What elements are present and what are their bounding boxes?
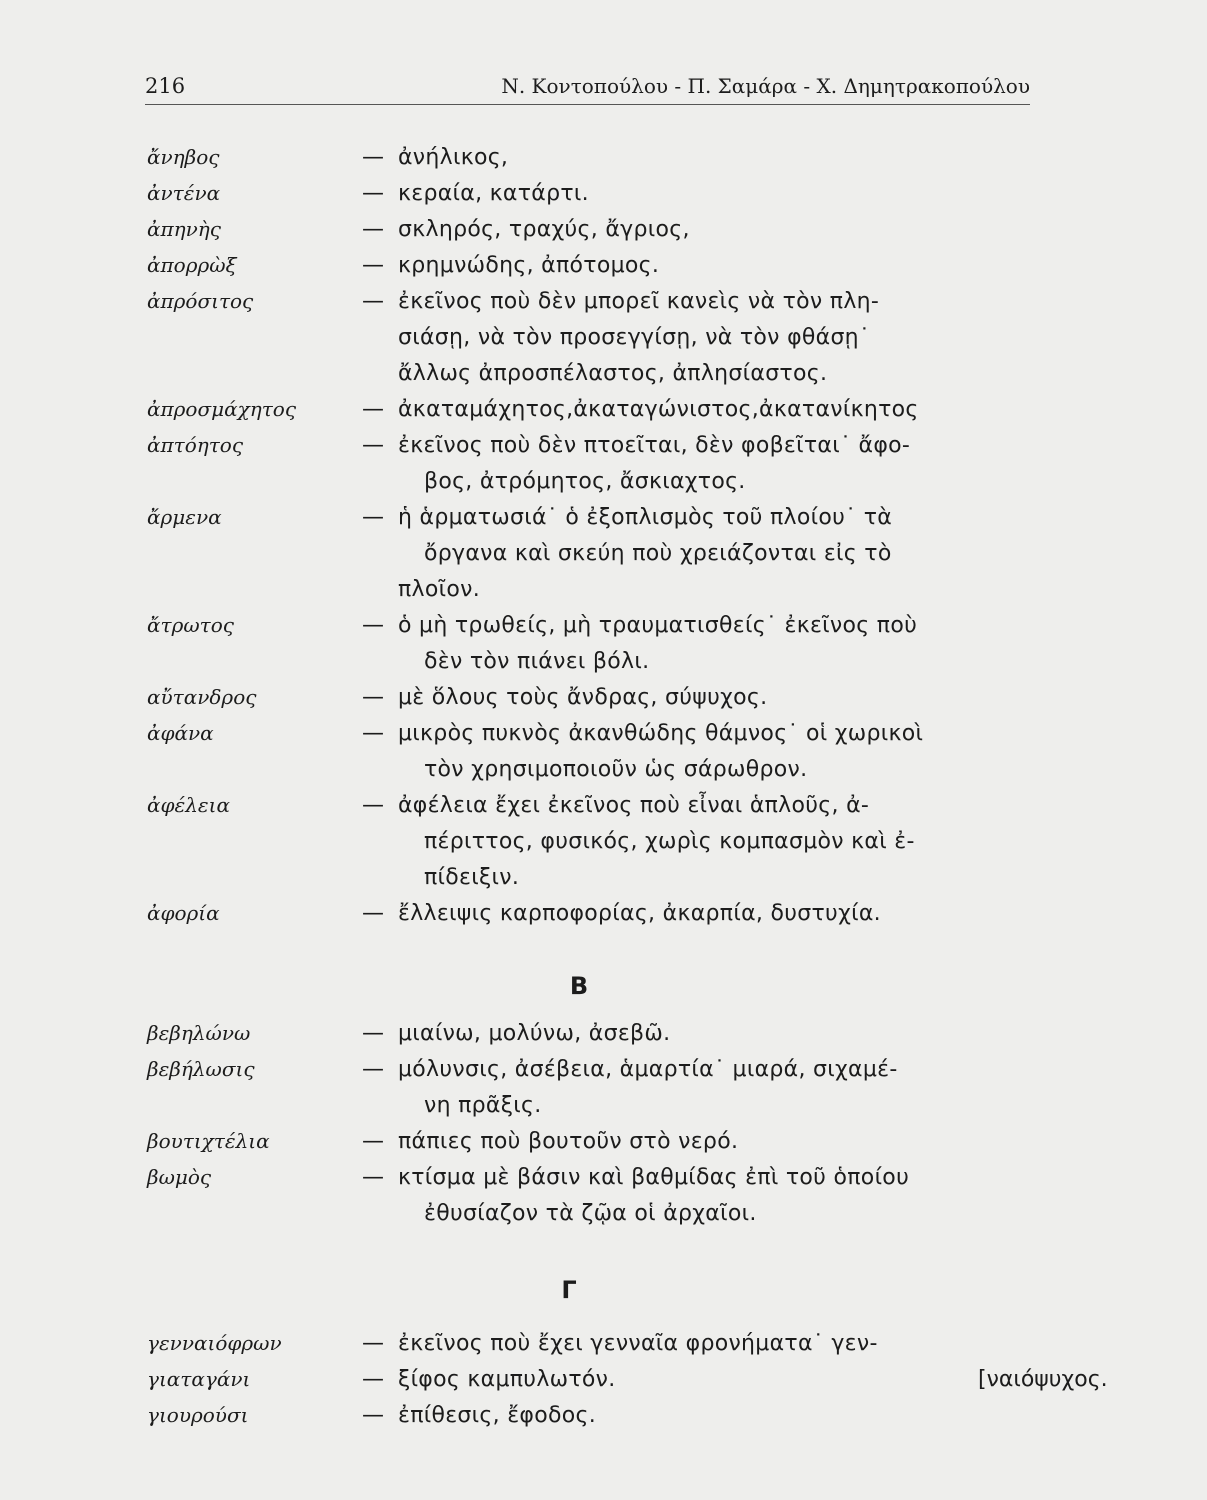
entry-dash: —: [362, 433, 384, 458]
entry-definition-line: ἄλλως ἀπροσπέλαστος, ἀπλησίαστος.: [398, 361, 828, 386]
page-header: [145, 72, 1030, 105]
entry-dash: —: [362, 1021, 384, 1046]
entry-headword: βουτιχτέλια: [147, 1129, 270, 1153]
entry-headword: γιουρούσι: [147, 1403, 249, 1427]
entry-dash: —: [362, 505, 384, 530]
entry-definition-line: ἐκεῖνος ποὺ ἔχει γενναῖα φρονήματα˙ γεν-: [398, 1331, 878, 1356]
wrapped-continuation: [ναιόψυχος.: [978, 1367, 1108, 1392]
running-title: Ν. Κοντοπούλου - Π. Σαμάρα - Χ. Δημητρακοπούλου: [501, 74, 1030, 98]
entry-definition-line: κτίσμα μὲ βάσιν καὶ βαθμίδας ἐπὶ τοῦ ὁποίου: [398, 1165, 910, 1190]
entry-headword: γιαταγάνι: [147, 1367, 251, 1391]
entry-definition-line: πλοῖον.: [398, 577, 481, 602]
entry-dash: —: [362, 1165, 384, 1190]
entry-definition-line: ἡ ἁρματωσιά˙ ὁ ἐξοπλισμὸς τοῦ πλοίου˙ τὰ: [398, 505, 893, 530]
entry-headword: βεβήλωσις: [147, 1057, 255, 1081]
entry-definition-line: ἀφέλεια ἔχει ἐκεῖνος ποὺ εἶναι ἁπλοῦς, ἀ-: [398, 793, 870, 818]
entry-headword: ἄτρωτος: [147, 613, 234, 637]
entry-definition-line: ἐθυσίαζον τὰ ζῷα οἱ ἀρχαῖοι.: [424, 1201, 757, 1226]
entry-headword: βωμὸς: [147, 1165, 212, 1189]
entry-dash: —: [362, 1129, 384, 1154]
entry-headword: βεβηλώνω: [147, 1021, 251, 1045]
entry-definition-line: ἀκαταμάχητος,ἀκαταγώνιστος,ἀκατανίκητος: [398, 397, 919, 422]
entry-dash: —: [362, 181, 384, 206]
entry-headword: ἀπρόσιτος: [147, 289, 254, 313]
entry-definition-line: μὲ ὅλους τοὺς ἄνδρας, σύψυχος.: [398, 685, 768, 710]
letter-heading-gamma: Γ: [561, 1276, 577, 1304]
entry-definition-line: ἔλλειψις καρποφορίας, ἀκαρπία, δυστυχία.: [398, 901, 881, 926]
entry-headword: αὔτανδρος: [147, 685, 257, 709]
entry-dash: —: [362, 1331, 384, 1356]
entry-headword: ἄνηβος: [147, 145, 220, 169]
entry-definition-line: ἐπίθεσις, ἔφοδος.: [398, 1403, 597, 1428]
entry-definition-line: τὸν χρησιμοποιοῦν ὡς σάρωθρον.: [424, 757, 808, 782]
entry-definition-line: μόλυνσις, ἀσέβεια, ἁμαρτία˙ μιαρά, σιχαμέ-: [398, 1057, 898, 1082]
letter-heading-beta: Β: [569, 972, 589, 1000]
entry-definition-line: ὄργανα καὶ σκεύη ποὺ χρειάζονται εἰς τὸ: [424, 541, 892, 566]
entry-definition-line: ἐκεῖνος ποὺ δὲν μπορεῖ κανεὶς νὰ τὸν πλη-: [398, 289, 880, 314]
entry-definition-line: νη πρᾶξις.: [424, 1093, 542, 1118]
entry-headword: ἀφέλεια: [147, 793, 230, 817]
entry-definition-line: πίδειξιν.: [424, 865, 520, 890]
entry-definition-line: δὲν τὸν πιάνει βόλι.: [424, 649, 650, 674]
entry-dash: —: [362, 721, 384, 746]
entry-definition-line: βος, ἀτρόμητος, ἄσκιαχτος.: [424, 469, 746, 494]
page-number: 216: [145, 74, 186, 98]
entry-definition-line: σιάσῃ, νὰ τὸν προσεγγίσῃ, νὰ τὸν φθάσῃ˙: [398, 325, 871, 350]
entry-dash: —: [362, 253, 384, 278]
entry-definition-line: μικρὸς πυκνὸς ἀκανθώδης θάμνος˙ οἱ χωρικοὶ: [398, 721, 924, 746]
entry-definition-line: σκληρός, τραχύς, ἄγριος,: [398, 217, 690, 242]
entry-headword: ἀπηνὴς: [147, 217, 221, 241]
entry-definition-line: κεραία, κατάρτι.: [398, 181, 589, 206]
entry-dash: —: [362, 1403, 384, 1428]
entry-headword: ἀπορρὼξ: [147, 253, 237, 277]
entry-dash: —: [362, 289, 384, 314]
entry-headword: ἄρμενα: [147, 505, 222, 529]
entry-definition-line: ξίφος καμπυλωτόν.: [398, 1367, 616, 1392]
entry-headword: ἀπτόητος: [147, 433, 244, 457]
entry-dash: —: [362, 1367, 384, 1392]
entry-dash: —: [362, 685, 384, 710]
entry-dash: —: [362, 901, 384, 926]
entry-definition-line: πάπιες ποὺ βουτοῦν στὸ νερό.: [398, 1129, 739, 1154]
entry-definition-line: κρημνώδης, ἀπότομος.: [398, 253, 660, 278]
entry-definition-line: μιαίνω, μολύνω, ἀσεβῶ.: [398, 1021, 671, 1046]
entry-dash: —: [362, 217, 384, 242]
entry-headword: ἀφορία: [147, 901, 220, 925]
entry-headword: ἀντένα: [147, 181, 221, 205]
entry-dash: —: [362, 145, 384, 170]
entry-dash: —: [362, 613, 384, 638]
entry-definition-line: πέριττος, φυσικός, χωρὶς κομπασμὸν καὶ ἐ-: [424, 829, 915, 854]
entry-definition-line: ὁ μὴ τρωθείς, μὴ τραυματισθείς˙ ἐκεῖνος ποὺ: [398, 613, 918, 638]
entry-definition-line: ἐκεῖνος ποὺ δὲν πτοεῖται, δὲν φοβεῖται˙ ἄφο-: [398, 433, 911, 458]
entry-headword: ἀπροσμάχητος: [147, 397, 297, 421]
entry-dash: —: [362, 1057, 384, 1082]
entry-dash: —: [362, 397, 384, 422]
entry-headword: γενναιόφρων: [147, 1331, 282, 1355]
entry-dash: —: [362, 793, 384, 818]
entry-definition-line: ἀνήλικος,: [398, 145, 509, 170]
entry-headword: ἀφάνα: [147, 721, 214, 745]
